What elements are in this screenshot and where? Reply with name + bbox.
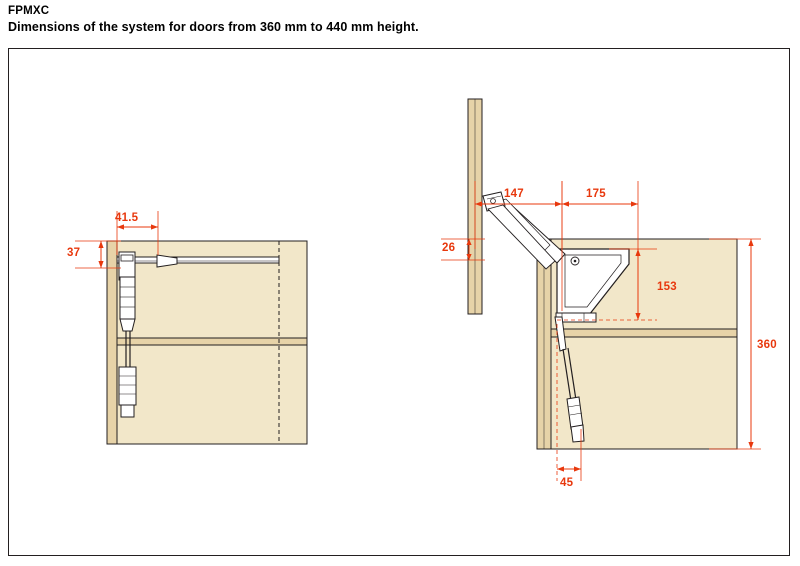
product-code: FPMXC: [8, 5, 50, 17]
diagram-header: [8, 4, 792, 35]
left-view-group: [75, 211, 307, 444]
dimension-label-175: 175: [586, 188, 606, 200]
dimension-label-41-5: 41.5: [115, 212, 139, 224]
diagram-frame: [8, 48, 790, 556]
dimension-label-153: 153: [657, 281, 677, 293]
technical-drawing: [9, 49, 791, 557]
dimension-label-45: 45: [560, 477, 574, 489]
right-view-group: [441, 99, 761, 481]
diagram-stage: [9, 49, 791, 557]
dimension-label-37: 37: [67, 247, 81, 259]
diagram-subtitle: Dimensions of the system for doors from 360 mm to 440 mm height.: [8, 20, 419, 34]
dimension-label-360: 360: [757, 339, 777, 351]
dimension-label-26: 26: [442, 242, 456, 254]
dimension-label-147: 147: [504, 188, 524, 200]
